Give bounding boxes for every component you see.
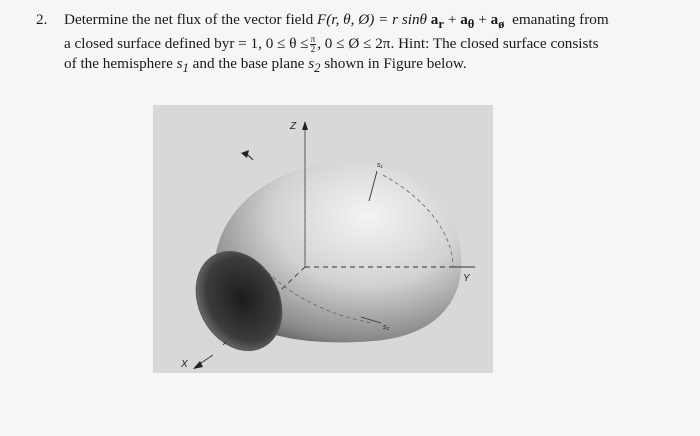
y-axis-label: Y <box>463 273 470 284</box>
line3-c: shown in Figure below. <box>324 55 467 73</box>
hemisphere-figure <box>153 105 493 373</box>
line2-prefix: a closed surface defined by <box>64 35 230 53</box>
s2-symbol: $s_2$ <box>308 55 321 76</box>
unit-vector-theta: $a_\theta$ <box>460 11 475 32</box>
line3-a: of the hemisphere <box>64 55 173 73</box>
z-axis-arrow <box>302 121 308 130</box>
fraction-pi-over-2: $\frac{\pi}{2}$ <box>310 34 316 55</box>
problem-line-3 <box>36 54 686 78</box>
problem-number: 2. <box>36 11 48 28</box>
z-axis-label: Z <box>290 121 297 132</box>
x-axis-label: X <box>181 359 188 370</box>
plus-sign: + <box>447 11 457 28</box>
s1-symbol: $s_1$ <box>176 55 189 76</box>
unit-vector-r: $a_r$ <box>430 11 445 32</box>
problem-line-2 <box>36 34 686 54</box>
s1-figure-label: s₁ <box>377 162 383 169</box>
line3-b: and the base plane <box>192 55 305 73</box>
problem-line-1 <box>36 10 686 34</box>
s2-figure-label: s₂ <box>383 324 390 331</box>
line2-rest: , 0 ≤ Ø ≤ 2π. Hint: The closed surface consists <box>317 35 599 53</box>
arrow-marker <box>241 150 249 158</box>
field-expression: F(r, θ, Ø) = r sinθ <box>317 11 427 28</box>
problem-statement <box>36 10 686 78</box>
bounds-r: r = 1, 0 ≤ θ ≤ <box>229 35 309 53</box>
line1-prefix: Determine the net flux of the vector field <box>64 11 314 28</box>
unit-vector-phi: $a_ø$ <box>490 11 505 32</box>
hemisphere-diagram <box>153 105 493 373</box>
plus-sign: + <box>478 11 487 28</box>
line1-suffix: emanating from <box>512 11 609 28</box>
